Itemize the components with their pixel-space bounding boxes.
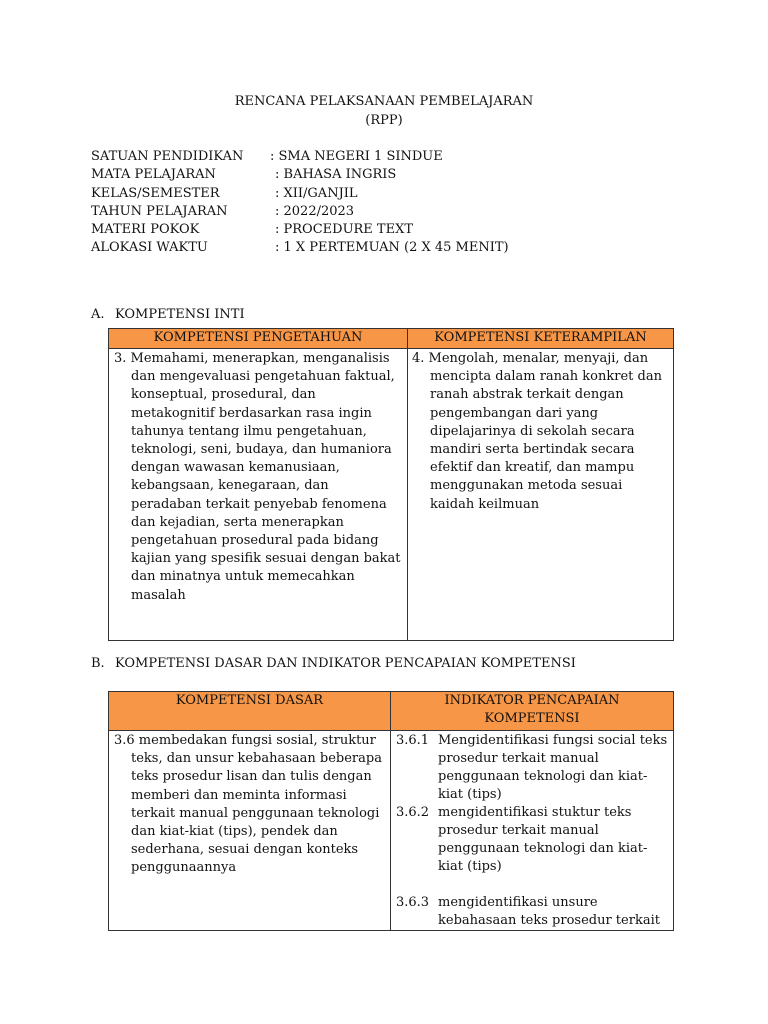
section-letter: A. [91, 307, 105, 322]
info-value: : 2022/2023 [275, 203, 355, 219]
table-cell [408, 349, 674, 641]
document-subtitle: (RPP) [365, 113, 403, 128]
section-b-heading [91, 656, 576, 671]
kompetensi-inti-table [108, 328, 674, 641]
indicator-number: 3.6.1 [396, 733, 430, 748]
table-cell [109, 349, 408, 641]
indicator-number: 3.6.3 [396, 895, 430, 910]
info-value: : SMA NEGERI 1 SINDUE [270, 149, 443, 164]
info-label: MATA PELAJARAN [91, 167, 216, 183]
table-header-cell: KOMPETENSI DASAR [109, 692, 391, 731]
info-value: : PROCEDURE TEXT [275, 222, 414, 238]
indicator-list [391, 731, 673, 930]
indicator-text: mengidentifikasi unsure kebahasaan teks prosedur terkait [438, 895, 660, 928]
section-title: KOMPETENSI INTI [115, 307, 245, 322]
kompetensi-dasar-table [108, 691, 674, 931]
document-title: RENCANA PELAKSANAAN PEMBELAJARAN [234, 94, 534, 109]
info-value: : 1 X PERTEMUAN (2 X 45 MENIT) [275, 240, 509, 256]
info-label: ALOKASI WAKTU [91, 240, 208, 256]
indicator-item [396, 804, 669, 876]
kd-text: 3.6 membedakan fungsi sosial, struktur teks, dan unsur kebahasaan beberapa teks prosedur lisan dan tulis dengan memberi dan meminta informasi terkait manual penggunaan teknologi dan kiat-kiat (tips), pendek dan sederhana, sesuai dengan konteks penggunaannya [114, 733, 382, 876]
ki-pengetahuan-text: 3. Memahami, menerapkan, menganalisis dan mengevaluasi pengetahuan faktual, konseptual, prosedural, dan metakognitif berdasarkan rasa ingin tahunya tentang ilmu pengetahuan, teknologi, seni, budaya, dan humaniora dengan wawasan kemanusiaan, kebangsaan, kenegaraan, dan peradaban terkait penyebab fenomena dan kejadian, serta menerapkan pengetahuan prosedural pada bidang kajian yang spesifik sesuai dengan bakat dan minatnya untuk memecahkan masalah [114, 351, 401, 603]
indicator-text: mengidentifikasi stuktur teks prosedur terkait manual penggunaan teknologi dan kiat-kiat (tips) [438, 805, 648, 874]
indicator-item [396, 732, 669, 804]
indicator-item [396, 894, 669, 930]
section-title: KOMPETENSI DASAR DAN INDIKATOR PENCAPAIAN KOMPETENSI [115, 656, 576, 671]
table-header-cell: INDIKATOR PENCAPAIAN KOMPETENSI [391, 692, 674, 731]
section-letter: B. [91, 656, 105, 671]
table-header-cell: KOMPETENSI PENGETAHUAN [109, 329, 408, 349]
ki-keterampilan-text: 4. Mengolah, menalar, menyaji, dan mencipta dalam ranah konkret dan ranah abstrak terkait dengan pengembangan dari yang dipelajarinya di sekolah secara mandiri serta bertindak secara efektif dan kreatif, dan mampu menggunakan metoda sesuai kaidah keilmuan [412, 351, 662, 512]
table-cell [391, 731, 674, 931]
indicator-text: Mengidentifikasi fungsi social teks prosedur terkait manual penggunaan teknologi dan kiat-kiat (tips) [438, 733, 668, 802]
info-label: MATERI POKOK [91, 222, 200, 238]
info-value: : XII/GANJIL [275, 185, 358, 201]
section-a-heading [91, 307, 245, 322]
table-cell [109, 731, 391, 931]
table-header-cell: KOMPETENSI KETERAMPILAN [408, 329, 674, 349]
indicator-number: 3.6.2 [396, 805, 430, 820]
info-label: TAHUN PELAJARAN [91, 203, 228, 219]
info-label: KELAS/SEMESTER [91, 185, 220, 201]
info-value: : BAHASA INGRIS [275, 167, 397, 183]
info-label: SATUAN PENDIDIKAN [91, 149, 244, 164]
